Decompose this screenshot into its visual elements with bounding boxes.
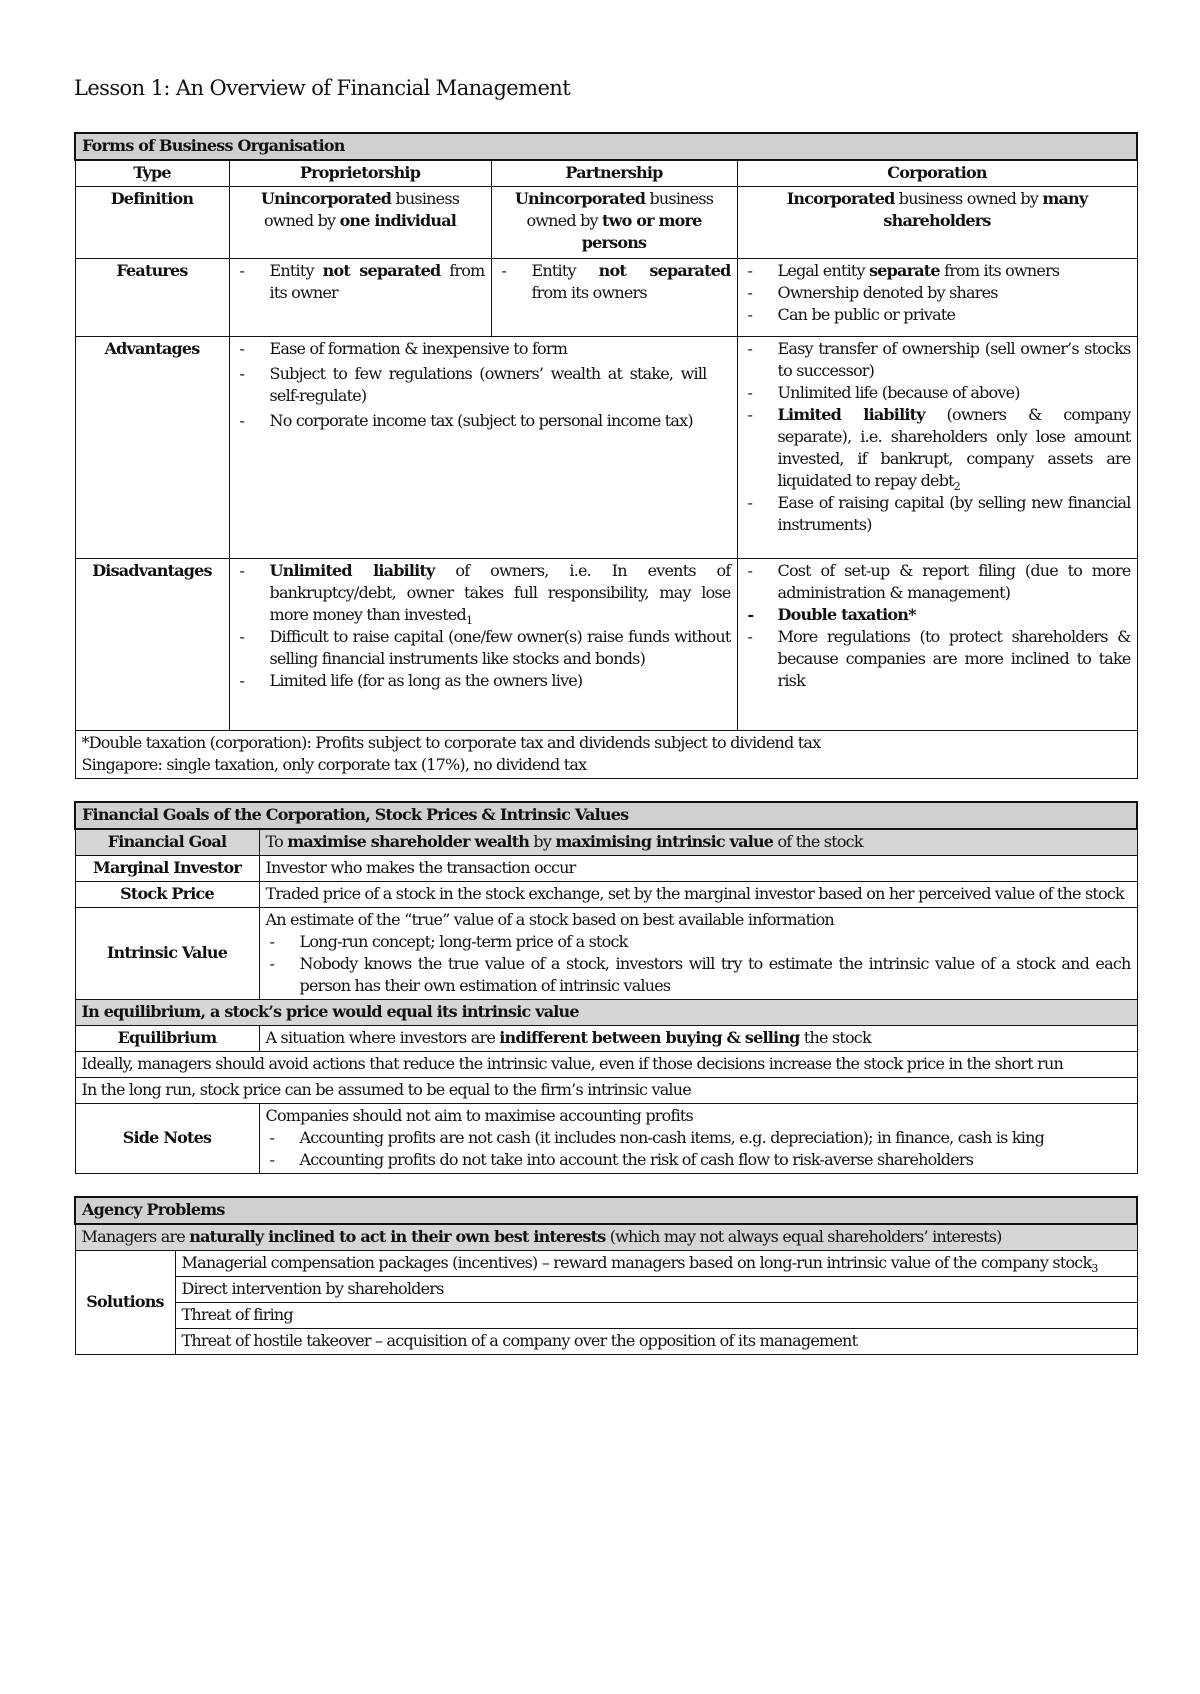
row-label-equilibrium: Equilibrium	[75, 1026, 259, 1052]
definition-corporation: Incorporated business owned by many shareholders	[737, 187, 1137, 259]
financial-goal-text: To maximise shareholder wealth by maximising intrinsic value of the stock	[259, 829, 1137, 856]
side-notes-text: Companies should not aim to maximise accounting profits - Accounting profits are not cash (it includes non-cash items, e.g. depreciation); in finance, cash is king - Accounting profits do not take into account the risk of cash flow to risk-averse shareholders	[259, 1104, 1137, 1174]
row-label-definition: Definition	[75, 187, 229, 259]
taxation-note	[75, 731, 1137, 779]
disadvantages-proprietorship-partnership: - Unlimited liability of owners, i.e. In events of bankruptcy/debt, owner takes full responsibility, may lose more money than invested$_1$ - Difficult to raise capital (one/few owner(s) raise funds without selling financial instruments like stocks and bonds) - Limited life (for as long as the owners live)	[229, 559, 737, 731]
advantages-corporation: - Easy transfer of ownership (sell owner’s stocks to successor) - Unlimited life (because of above) - Limited liability (owners & company separate), i.e. shareholders only lose amount invested, if bankrupt, company assets are liquidated to repay debt$_2$ - Ease of raising capital (by selling new financial instruments)	[737, 337, 1137, 559]
taxation-note-line-1: *Double taxation (corporation): Profits subject to corporate tax and dividends subject to dividend tax	[81, 733, 821, 752]
taxation-note-line-2: Singapore: single taxation, only corporate tax (17%), no dividend tax	[81, 755, 587, 774]
agency-header: Agency Problems	[75, 1197, 1137, 1224]
features-proprietorship: - Entity not separated from its owner	[229, 259, 491, 337]
marginal-investor-text: Investor who makes the transaction occur	[259, 856, 1137, 882]
features-corporation: - Legal entity separate from its owners - Ownership denoted by shares - Can be public or private	[737, 259, 1137, 337]
row-label-features: Features	[75, 259, 229, 337]
disadvantages-corporation: - Cost of set-up & report filing (due to more administration & management) - Double taxation* - More regulations (to protect shareholders & because companies are more inclined to take risk	[737, 559, 1137, 731]
goals-header: Financial Goals of the Corporation, Stock Prices & Intrinsic Values	[75, 802, 1137, 829]
definition-proprietorship: Unincorporated business owned by one individual	[229, 187, 491, 259]
column-header-partnership: Partnership	[491, 160, 737, 187]
row-label-solutions: Solutions	[75, 1251, 175, 1355]
stock-price-text: Traded price of a stock in the stock exchange, set by the marginal investor based on her perceived value of the stock	[259, 882, 1137, 908]
forms-table	[74, 132, 1138, 779]
financial-goals-table	[74, 801, 1138, 1174]
document-page	[74, 74, 1136, 1355]
ideal-managers-text: Ideally, managers should avoid actions that reduce the intrinsic value, even if those decisions increase the stock price in the short run	[75, 1052, 1137, 1078]
long-run-text: In the long run, stock price can be assumed to be equal to the firm’s intrinsic value	[75, 1078, 1137, 1104]
column-header-proprietorship: Proprietorship	[229, 160, 491, 187]
row-label-stock-price: Stock Price	[75, 882, 259, 908]
row-label-intrinsic-value: Intrinsic Value	[75, 908, 259, 1000]
row-label-marginal-investor: Marginal Investor	[75, 856, 259, 882]
row-label-side-notes: Side Notes	[75, 1104, 259, 1174]
definition-partnership: Unincorporated business owned by two or more persons	[491, 187, 737, 259]
equilibrium-text: A situation where investors are indifferent between buying & selling the stock	[259, 1026, 1137, 1052]
solution-item: Threat of hostile takeover – acquisition of a company over the opposition of its management	[175, 1329, 1137, 1355]
row-label-financial-goal: Financial Goal	[75, 829, 259, 856]
agency-problems-table	[74, 1196, 1138, 1355]
row-label-advantages: Advantages	[75, 337, 229, 559]
intrinsic-value-text: An estimate of the “true” value of a stock based on best available information - Long-run concept; long-term price of a stock - Nobody knows the true value of a stock, investors will try to estimate the intrinsic value of a stock and each person has their own estimation of intrinsic values	[259, 908, 1137, 1000]
column-header-corporation: Corporation	[737, 160, 1137, 187]
column-header-type: Type	[75, 160, 229, 187]
solution-item: Managerial compensation packages (incentives) – reward managers based on long-run intrinsic value of the company stock$_3$	[175, 1251, 1137, 1277]
agency-intro: Managers are naturally inclined to act in their own best interests (which may not always equal shareholders’ interests)	[75, 1224, 1137, 1251]
forms-header: Forms of Business Organisation	[75, 133, 1137, 160]
equilibrium-heading: In equilibrium, a stock’s price would equal its intrinsic value	[75, 1000, 1137, 1026]
solution-item: Threat of firing	[175, 1303, 1137, 1329]
row-label-disadvantages: Disadvantages	[75, 559, 229, 731]
page-title: Lesson 1: An Overview of Financial Management	[74, 76, 571, 100]
solution-item: Direct intervention by shareholders	[175, 1277, 1137, 1303]
advantages-proprietorship-partnership: - Ease of formation & inexpensive to form - Subject to few regulations (owners’ wealth at stake, will self-regulate) - No corporate income tax (subject to personal income tax)	[229, 337, 737, 559]
features-partnership: - Entity not separated from its owners	[491, 259, 737, 337]
